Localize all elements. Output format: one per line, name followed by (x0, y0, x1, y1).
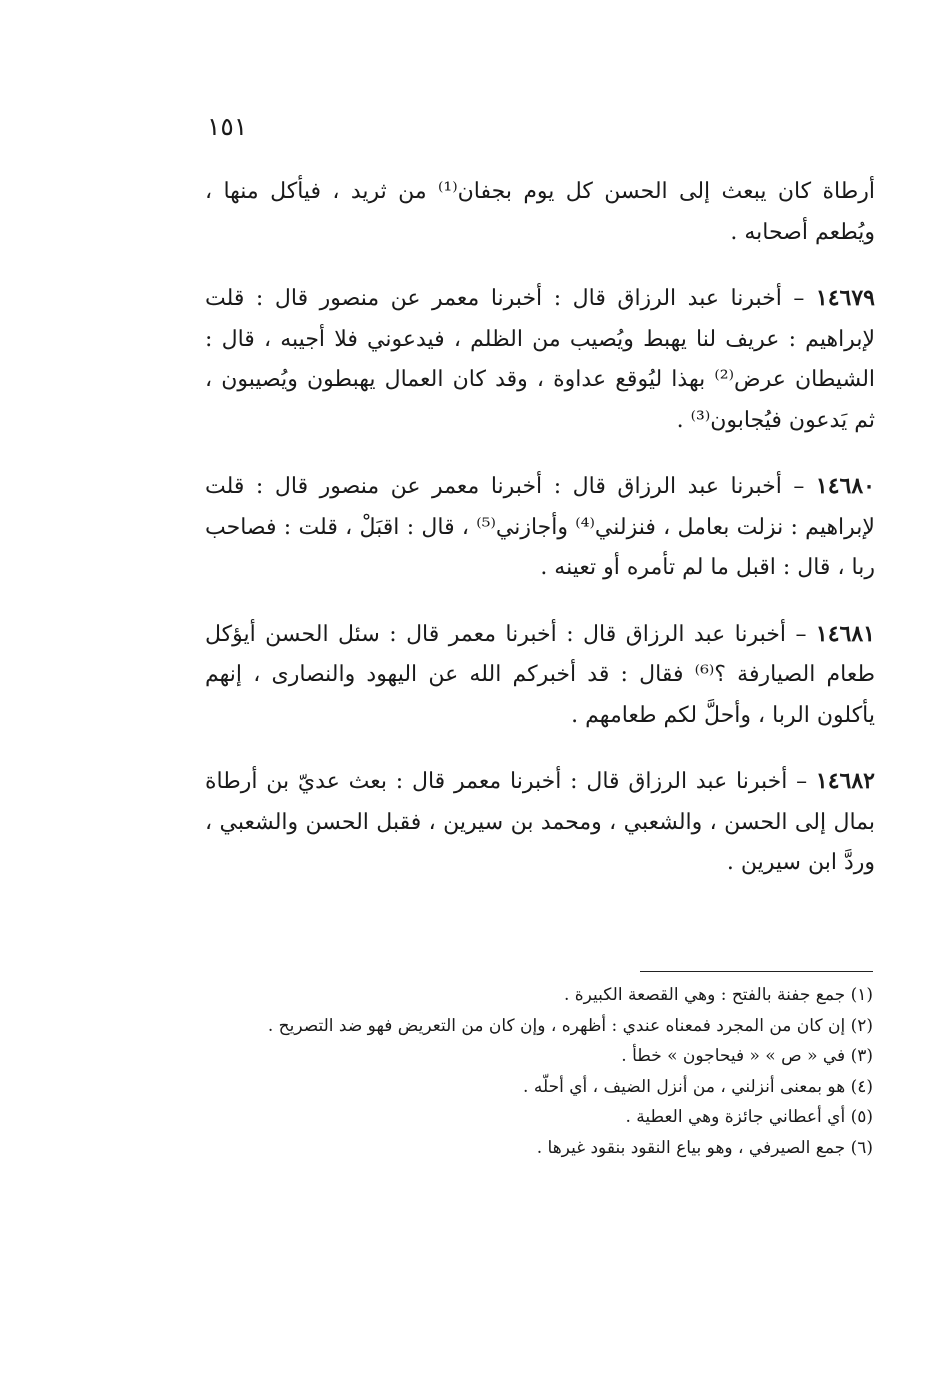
hadith-number: ١٤٦٨٠ (815, 473, 875, 499)
paragraph-text: أرطاة كان يبعث إلى الحسن كل يوم بجفان⁽¹⁾ من ثريد ، فيأكل منها ، ويُطعم أصحابه . (205, 179, 875, 245)
paragraph-text: – أخبرنا عبد الرزاق قال : أخبرنا معمر عن منصور قال : قلت لإبراهيم : عريف لنا يهبط ويُصيب من الظلم ، فيدعوني فلا أجيبه ، قال : الشيطان عرض⁽²⁾ بهذا ليُوقع عداوة ، وقد كان العمال يهبطون ويُصيبون ، ثم يَدعون فيُجابون⁽³⁾ . (205, 286, 876, 433)
footnote-separator (640, 971, 873, 972)
page-number: ١٥١ (207, 112, 248, 141)
paragraph-text: – أخبرنا عبد الرزاق قال : أخبرنا معمر قال : بعث عديّ بن أرطاة بمال إلى الحسن ، والشعبي ، ومحمد بن سيرين ، فقبل الحسن والشعبي ، وردَّ ابن سيرين . (205, 769, 875, 875)
hadith-14682 (205, 761, 875, 884)
hadith-number: ١٤٦٨١ (815, 620, 875, 647)
footnote-6: (٦) جمع الصيرفي ، وهو بياع النقود بنقود غيرها . (536, 1137, 873, 1158)
hadith-14681 (205, 614, 875, 737)
footnotes (208, 980, 873, 1163)
paragraph-text: – أخبرنا عبد الرزاق قال : أخبرنا معمر عن منصور قال : قلت لإبراهيم : نزلت بعامل ، فنزلني⁽⁴⁾ وأجازني⁽⁵⁾ ، قال : اقبَلْ ، قلت : فصاحب ربا ، قال : اقبل ما لم تأمره أو تعينه . (205, 474, 875, 580)
hadith-number: ١٤٦٧٩ (815, 285, 875, 311)
hadith-number: ١٤٦٨٢ (815, 768, 875, 794)
hadith-14680 (205, 466, 875, 589)
main-text (205, 172, 875, 884)
paragraph-text: – أخبرنا عبد الرزاق قال : أخبرنا معمر قال : سئل الحسن أيؤكل طعام الصيارفة ؟⁽⁶⁾ فقال : قد أخبركم الله عن اليهود والنصارى ، إنهم يأكلون الربا ، وأحلَّ لكم طعامهم . (205, 621, 875, 728)
paragraph-continuation (205, 172, 875, 253)
footnote-4: (٤) هو بمعنى أنزلني ، من أنزل الضيف ، أي أحلّه . (523, 1076, 873, 1097)
hadith-14679 (205, 278, 875, 441)
footnote-3: (٣) في « ص » « فيحاجون » خطأ . (621, 1046, 873, 1066)
footnote-1: (١) جمع جفنة بالفتح : وهي القصعة الكبيرة . (563, 985, 873, 1005)
footnote-2: (٢) إن كان من المجرد فمعناه عندي : أظهره ، وإن كان من التعريض فهو ضد التصريح . (267, 1015, 873, 1036)
footnote-5: (٥) أي أعطاني جائزة وهي العطية . (625, 1107, 873, 1127)
